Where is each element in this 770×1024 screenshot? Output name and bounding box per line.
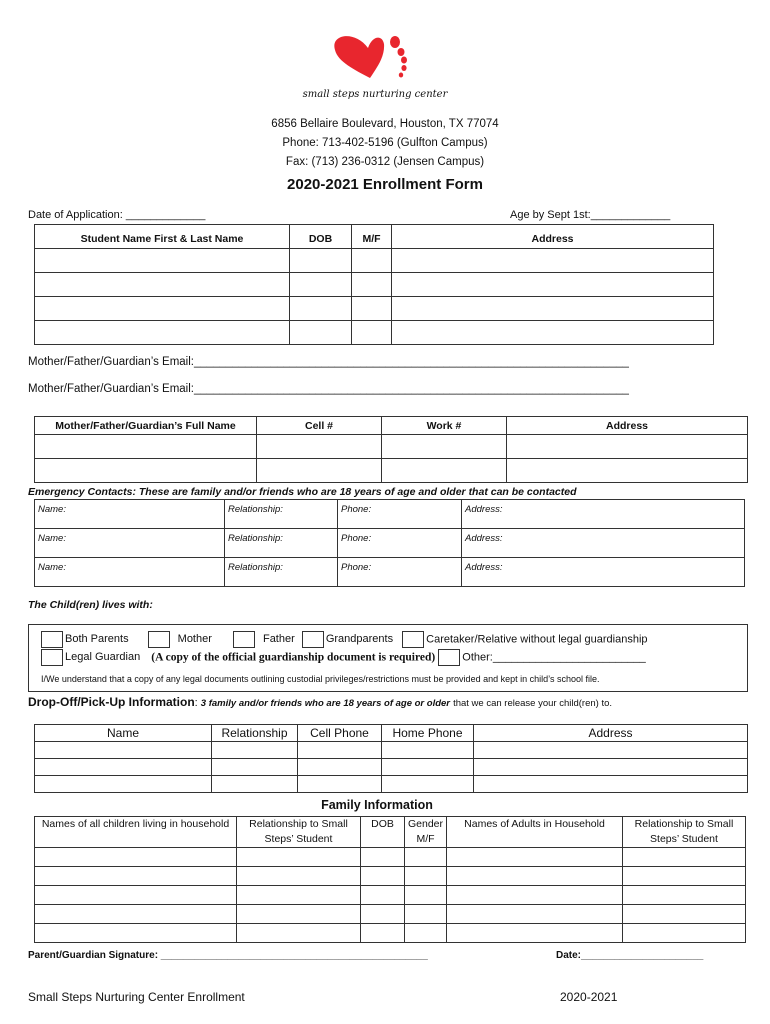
page-title: 2020-2021 Enrollment Form (287, 176, 483, 193)
input-cell[interactable] (382, 459, 507, 483)
input-cell[interactable] (382, 776, 474, 793)
signature-date[interactable]: Date:______________________ (556, 950, 704, 961)
input-cell[interactable] (474, 759, 748, 776)
input-cell[interactable] (382, 435, 507, 459)
dropoff-note: that we can release your child(ren) to. (453, 698, 613, 709)
heart-footprint-icon (300, 28, 450, 88)
age-by-sept[interactable]: Age by Sept 1st:_____________ (510, 209, 671, 221)
input-cell[interactable] (35, 776, 212, 793)
emergency-table (34, 499, 745, 587)
guardian-table (34, 416, 748, 483)
fax-line: Fax: (713) 236-0312 (Jensen Campus) (285, 156, 485, 168)
dropoff-name-header: Name (35, 725, 212, 742)
input-cell[interactable] (290, 249, 352, 273)
table-row (35, 924, 746, 943)
ec-relationship[interactable]: Relationship: (225, 529, 338, 558)
legal-guardian-note: (A copy of the official guardianship document is required) (151, 651, 436, 664)
input-cell[interactable] (352, 273, 392, 297)
dropoff-cell-header: Cell Phone (298, 725, 382, 742)
father-label: Father (262, 633, 295, 646)
caretaker-label: Caretaker/Relative without legal guardianship (426, 633, 648, 646)
input-cell[interactable] (35, 867, 237, 886)
ec-name[interactable]: Name: (35, 529, 225, 558)
dropoff-table (34, 724, 748, 793)
table-row (35, 725, 748, 742)
dropoff-relationship-header: Relationship (212, 725, 298, 742)
input-cell[interactable] (623, 924, 746, 943)
input-cell[interactable] (382, 759, 474, 776)
input-cell[interactable] (361, 886, 405, 905)
table-row (35, 321, 714, 345)
input-cell[interactable] (298, 759, 382, 776)
ec-name[interactable]: Name: (35, 558, 225, 587)
input-cell[interactable] (474, 742, 748, 759)
input-cell[interactable] (361, 867, 405, 886)
gender-header: Gender M/F (405, 817, 447, 848)
input-cell[interactable] (623, 886, 746, 905)
adult-relationship-header: Relationship to Small Steps’ Student (623, 817, 746, 848)
ec-phone[interactable]: Phone: (338, 558, 462, 587)
ec-phone[interactable]: Phone: (338, 529, 462, 558)
input-cell[interactable] (257, 435, 382, 459)
ec-address[interactable]: Address: (462, 529, 745, 558)
grandparents-label: Grandparents (325, 633, 394, 646)
both-parents-label: Both Parents (65, 633, 129, 646)
input-cell[interactable] (35, 321, 290, 345)
table-row (35, 273, 714, 297)
input-cell[interactable] (212, 742, 298, 759)
lives-with-heading: The Child(ren) lives with: (28, 599, 153, 611)
input-cell[interactable] (507, 435, 748, 459)
input-cell[interactable] (382, 742, 474, 759)
logo (300, 28, 450, 108)
input-cell[interactable] (35, 249, 290, 273)
table-row (35, 905, 746, 924)
date-of-application[interactable]: Date of Application: _____________ (28, 209, 206, 221)
table-row (35, 459, 748, 483)
input-cell[interactable] (35, 886, 237, 905)
input-cell[interactable] (35, 435, 257, 459)
mother-checkbox[interactable] (148, 631, 170, 648)
dropoff-note-italic: 3 family and/or friends who are 18 years of age or older (200, 698, 450, 709)
table-row (35, 886, 746, 905)
table-row (35, 529, 745, 558)
work-header: Work # (382, 417, 507, 435)
signature-line[interactable]: Parent/Guardian Signature: ________________________________________________ (28, 950, 428, 961)
table-row (35, 776, 748, 793)
dropoff-address-header: Address (474, 725, 748, 742)
input-cell[interactable] (405, 886, 447, 905)
input-cell[interactable] (405, 924, 447, 943)
input-cell[interactable] (35, 297, 290, 321)
cell-header: Cell # (257, 417, 382, 435)
input-cell[interactable] (392, 273, 714, 297)
mother-label: Mother (177, 633, 212, 646)
input-cell[interactable] (212, 759, 298, 776)
input-cell[interactable] (405, 905, 447, 924)
input-cell[interactable] (237, 924, 361, 943)
input-cell[interactable] (447, 905, 623, 924)
input-cell[interactable] (623, 867, 746, 886)
guardian-email-1[interactable]: Mother/Father/Guardian’s Email:____________________________________________________________________ (28, 356, 629, 368)
input-cell[interactable] (447, 924, 623, 943)
phone-line: Phone: 713-402-5196 (Gulfton Campus) (282, 137, 488, 149)
input-cell[interactable] (35, 759, 212, 776)
custodial-statement: I/We understand that a copy of any legal documents outlining custodial privileges/restrictions must be provided and kept in child’s school file. (41, 674, 600, 684)
caretaker-checkbox[interactable] (402, 631, 424, 648)
mf-header: M/F (352, 225, 392, 249)
legal-guardian-label: Legal Guardian (65, 651, 141, 664)
lives-with-box (28, 624, 748, 692)
table-row (35, 742, 748, 759)
input-cell[interactable] (623, 905, 746, 924)
table-row (35, 249, 714, 273)
ec-phone[interactable]: Phone: (338, 500, 462, 529)
input-cell[interactable] (474, 776, 748, 793)
input-cell[interactable] (35, 924, 237, 943)
input-cell[interactable] (447, 848, 623, 867)
adults-names-header: Names of Adults in Household (447, 817, 623, 848)
table-row (35, 848, 746, 867)
table-row (35, 558, 745, 587)
table-row (35, 500, 745, 529)
input-cell[interactable] (405, 848, 447, 867)
emergency-heading: Emergency Contacts: These are family and/or friends who are 18 years of age and older that can be contacted (28, 486, 577, 498)
input-cell[interactable] (35, 905, 237, 924)
student-table (34, 224, 714, 345)
student-name-header: Student Name First & Last Name (35, 225, 290, 249)
both-parents-checkbox[interactable] (41, 631, 63, 648)
dropoff-home-header: Home Phone (382, 725, 474, 742)
table-row (35, 817, 746, 848)
input-cell[interactable] (507, 459, 748, 483)
guardian-email-2[interactable]: Mother/Father/Guardian’s Email:____________________________________________________________________ (28, 383, 629, 395)
relationship-header: Relationship to Small Steps’ Student (237, 817, 361, 848)
family-table (34, 816, 746, 943)
dob-header: DOB (290, 225, 352, 249)
ec-address[interactable]: Address: (462, 558, 745, 587)
grandparents-checkbox[interactable] (302, 631, 324, 648)
input-cell[interactable] (257, 459, 382, 483)
table-row (35, 435, 748, 459)
family-heading: Family Information (321, 798, 433, 812)
table-row (35, 867, 746, 886)
input-cell[interactable] (237, 905, 361, 924)
input-cell[interactable] (361, 848, 405, 867)
input-cell[interactable] (392, 321, 714, 345)
ec-relationship[interactable]: Relationship: (225, 558, 338, 587)
children-names-header: Names of all children living in household (35, 817, 237, 848)
input-cell[interactable] (361, 924, 405, 943)
input-cell[interactable] (237, 867, 361, 886)
ec-relationship[interactable]: Relationship: (225, 500, 338, 529)
input-cell[interactable] (35, 459, 257, 483)
input-cell[interactable] (405, 867, 447, 886)
other-checkbox[interactable] (438, 649, 460, 666)
father-checkbox[interactable] (233, 631, 255, 648)
address-line: 6856 Bellaire Boulevard, Houston, TX 77074 (271, 118, 499, 130)
address-header: Address (392, 225, 714, 249)
input-cell[interactable] (352, 249, 392, 273)
input-cell[interactable] (290, 321, 352, 345)
guardian-name-header: Mother/Father/Guardian’s Full Name (35, 417, 257, 435)
footer-left: Small Steps Nurturing Center Enrollment (28, 990, 245, 1004)
family-dob-header: DOB (361, 817, 405, 848)
input-cell[interactable] (623, 848, 746, 867)
table-row (35, 297, 714, 321)
ec-name[interactable]: Name: (35, 500, 225, 529)
input-cell[interactable] (447, 867, 623, 886)
dropoff-heading: Drop-Off/Pick-Up Information (28, 695, 195, 709)
input-cell[interactable] (237, 886, 361, 905)
input-cell[interactable] (237, 848, 361, 867)
input-cell[interactable] (35, 273, 290, 297)
input-cell[interactable] (352, 297, 392, 321)
input-cell[interactable] (392, 249, 714, 273)
input-cell[interactable] (298, 742, 382, 759)
input-cell[interactable] (212, 776, 298, 793)
input-cell[interactable] (35, 742, 212, 759)
ec-address[interactable]: Address: (462, 500, 745, 529)
legal-guardian-checkbox[interactable] (41, 649, 63, 666)
guardian-address-header: Address (507, 417, 748, 435)
input-cell[interactable] (290, 297, 352, 321)
other-label[interactable]: Other:_________________________ (462, 651, 646, 664)
logo-tagline: small steps nurturing center (302, 89, 448, 100)
input-cell[interactable] (35, 848, 237, 867)
input-cell[interactable] (447, 886, 623, 905)
input-cell[interactable] (361, 905, 405, 924)
input-cell[interactable] (392, 297, 714, 321)
table-row (35, 759, 748, 776)
input-cell[interactable] (352, 321, 392, 345)
input-cell[interactable] (298, 776, 382, 793)
footer-right: 2020-2021 (560, 990, 618, 1004)
input-cell[interactable] (290, 273, 352, 297)
